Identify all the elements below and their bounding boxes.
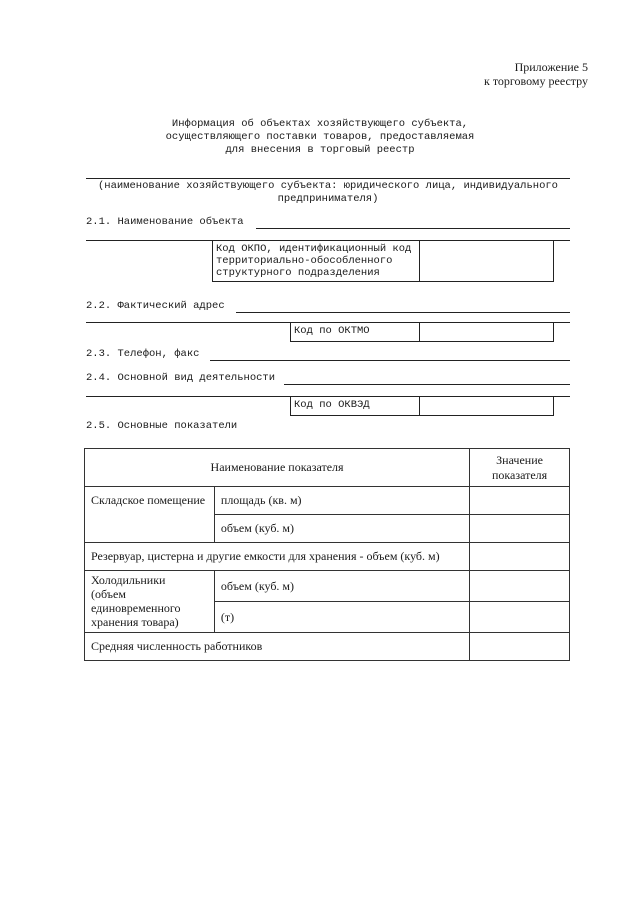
header-value-cell [470, 449, 570, 487]
fridge-volume-cell: объем (куб. м) [214, 571, 469, 602]
appendix-note [484, 60, 588, 88]
header-value-line-2: показателя [491, 467, 548, 482]
volume-cell: объем (куб. м) [214, 515, 469, 543]
title-line-1: Информация об объектах хозяйствующего субъекта, [171, 118, 469, 130]
activity-input-line[interactable] [284, 384, 570, 385]
okpo-label-line-1: Код ОКПО, идентификационный код [216, 243, 412, 255]
tanks-cell: Резервуар, цистерна и другие емкости для хранения - объем (куб. м) [85, 543, 470, 571]
header-value-line-1: Значение [496, 452, 543, 467]
appendix-line-2: к торговому реестру [484, 74, 588, 88]
oktmo-label: Код по ОКТМО [294, 325, 370, 337]
okved-label: Код по ОКВЭД [294, 399, 370, 411]
indicators-label: 2.5. Основные показатели [86, 420, 238, 432]
volume-value-cell[interactable] [470, 515, 570, 543]
table-row [85, 543, 570, 571]
object-name-input-line[interactable] [256, 228, 570, 229]
okpo-box [212, 240, 554, 282]
activity-label: 2.4. Основной вид деятельности [86, 372, 276, 384]
table-header-row [85, 449, 570, 487]
fridges-cell [85, 571, 215, 633]
okpo-value-cell[interactable] [420, 241, 553, 281]
okved-box [290, 396, 554, 416]
staff-value-cell[interactable] [470, 633, 570, 661]
fridges-line-1: Холодильники [91, 573, 166, 587]
subject-caption [86, 180, 570, 206]
subject-name-line[interactable] [86, 178, 570, 179]
subject-caption-line-2: предпринимателя) [277, 193, 379, 205]
phone-label: 2.3. Телефон, факс [86, 348, 200, 360]
object-name-label: 2.1. Наименование объекта [86, 216, 244, 228]
okpo-label [213, 241, 419, 281]
table-row [85, 633, 570, 661]
fridges-line-2: (объем единовременного [91, 587, 181, 615]
oktmo-box [290, 322, 554, 342]
fridges-line-3: хранения товара) [91, 615, 179, 629]
warehouse-cell: Складское помещение [85, 487, 215, 543]
fridge-volume-value-cell[interactable] [470, 571, 570, 602]
area-cell: площадь (кв. м) [214, 487, 469, 515]
indicators-table [84, 448, 570, 661]
okpo-label-line-2: территориально-обособленного [216, 255, 393, 267]
subject-caption-line-1: (наименование хозяйствующего субъекта: юридического лица, индивидуального [98, 180, 558, 192]
phone-input-line[interactable] [210, 360, 570, 361]
oktmo-value-cell[interactable] [420, 323, 553, 341]
staff-cell: Средняя численность работников [85, 633, 470, 661]
fridge-tons-value-cell[interactable] [470, 602, 570, 633]
title-line-2: осуществляющего поставки товаров, предоставляемая [165, 131, 475, 143]
table-row [85, 571, 570, 602]
okpo-label-line-3: структурного подразделения [216, 267, 380, 279]
document-title [0, 118, 640, 157]
address-input-line[interactable] [236, 312, 570, 313]
title-line-3: для внесения в торговый реестр [225, 144, 415, 156]
tanks-value-cell[interactable] [470, 543, 570, 571]
header-name-cell: Наименование показателя [85, 449, 470, 487]
fridge-tons-cell: (т) [214, 602, 469, 633]
table-row [85, 487, 570, 515]
address-label: 2.2. Фактический адрес [86, 300, 225, 312]
area-value-cell[interactable] [470, 487, 570, 515]
appendix-line-1: Приложение 5 [514, 60, 588, 74]
okved-value-cell[interactable] [420, 397, 553, 415]
